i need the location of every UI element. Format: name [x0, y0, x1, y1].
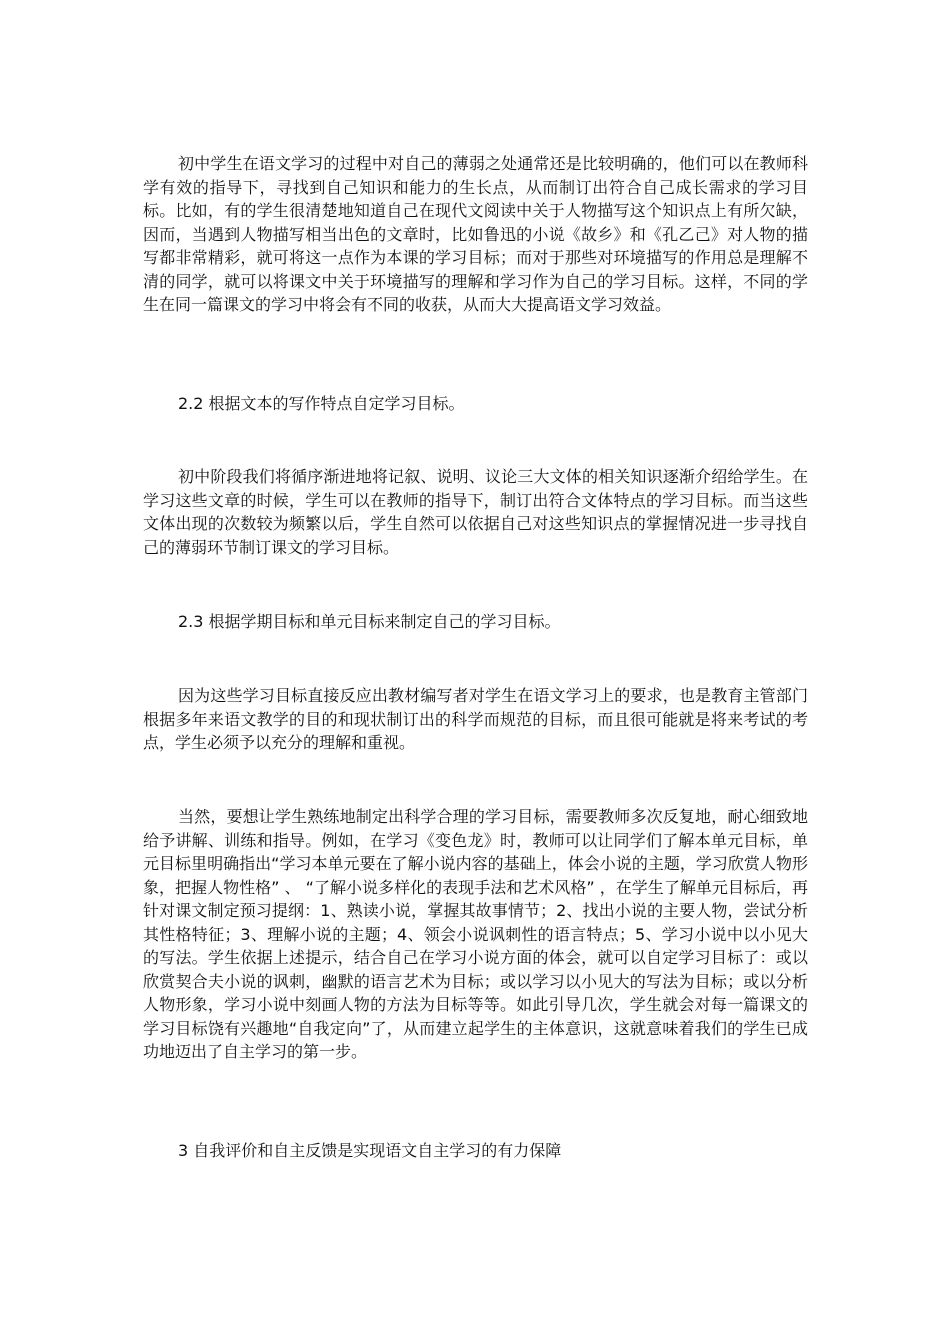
- section-heading-2-2: 2.2 根据文本的写作特点自定学习目标。: [178, 394, 465, 413]
- paragraph-unit-goals: 因为这些学习目标直接反应出教材编写者对学生在语文学习上的要求，也是教育主管部门根据多年来语文教学的目的和现状制订出的科学而规范的目标，而且很可能就是将来考试的考点，学生必须予以充分的理解和重视。: [143, 686, 808, 752]
- section-heading-3: 3 自我评价和自主反馈是实现语文自主学习的有力保障: [178, 1141, 562, 1160]
- paragraph-genre-goals: 初中阶段我们将循序渐进地将记叙、说明、议论三大文体的相关知识逐渐介绍给学生。在学习这些文章的时候，学生可以在教师的指导下，制订出符合文体特点的学习目标。而当这些文体出现的次数较为频繁以后，学生自然可以依据自己对这些知识点的掌握情况进一步寻找自己的薄弱环节制订课文的学习目标。: [143, 467, 808, 557]
- paragraph-self-weakness-goals: 初中学生在语文学习的过程中对自己的薄弱之处通常还是比较明确的，他们可以在教师科学有效的指导下，寻找到自己知识和能力的生长点，从而制订出符合自己成长需求的学习目标。比如，有的学生很清楚地知道自己在现代文阅读中关于人物描写这个知识点上有所欠缺，因而，当遇到人物描写相当出色的文章时，比如鲁迅的小说《故乡》和《孔乙己》对人物的描写都非常精彩，就可将这一点作为本课的学习目标；而对于那些对环境描写的作用总是理解不清的同学，就可以将课文中关于环境描写的理解和学习作为自己的学习目标。这样，不同的学生在同一篇课文的学习中将会有不同的收获，从而大大提高语文学习效益。: [143, 154, 808, 314]
- paragraph-teacher-guidance-example: 当然，要想让学生熟练地制定出科学合理的学习目标，需要教师多次反复地，耐心细致地给予讲解、训练和指导。例如，在学习《变色龙》时，教师可以让同学们了解本单元目标，单元目标里明确指出“学习本单元要在了解小说内容的基础上，体会小说的主题，学习欣赏人物形象，把握人物性格” 、 “了解小说多样化的表现手法和艺术风格” ，在学生了解单元目标后，再针对课文制定预习提纲：1、熟读小说，掌握其故事情节；2、找出小说的主要人物，尝试分析其性格特征；3、理解小说的主题；4、领会小说讽刺性的语言特点；5、学习小说中以小见大的写法。学生依据上述提示，结合自己在学习小说方面的体会，就可以自定学习目标了：或以欣赏契合夫小说的讽刺，幽默的语言艺术为目标；或以学习以小见大的写法为目标；或以分析人物形象，学习小说中刻画人物的方法为目标等等。如此引导几次，学生就会对每一篇课文的学习目标饶有兴趣地“自我定向”了，从而建立起学生的主体意识，这就意味着我们的学生已成功地迈出了自主学习的第一步。: [143, 807, 808, 1061]
- section-heading-2-3: 2.3 根据学期目标和单元目标来制定自己的学习目标。: [178, 612, 561, 631]
